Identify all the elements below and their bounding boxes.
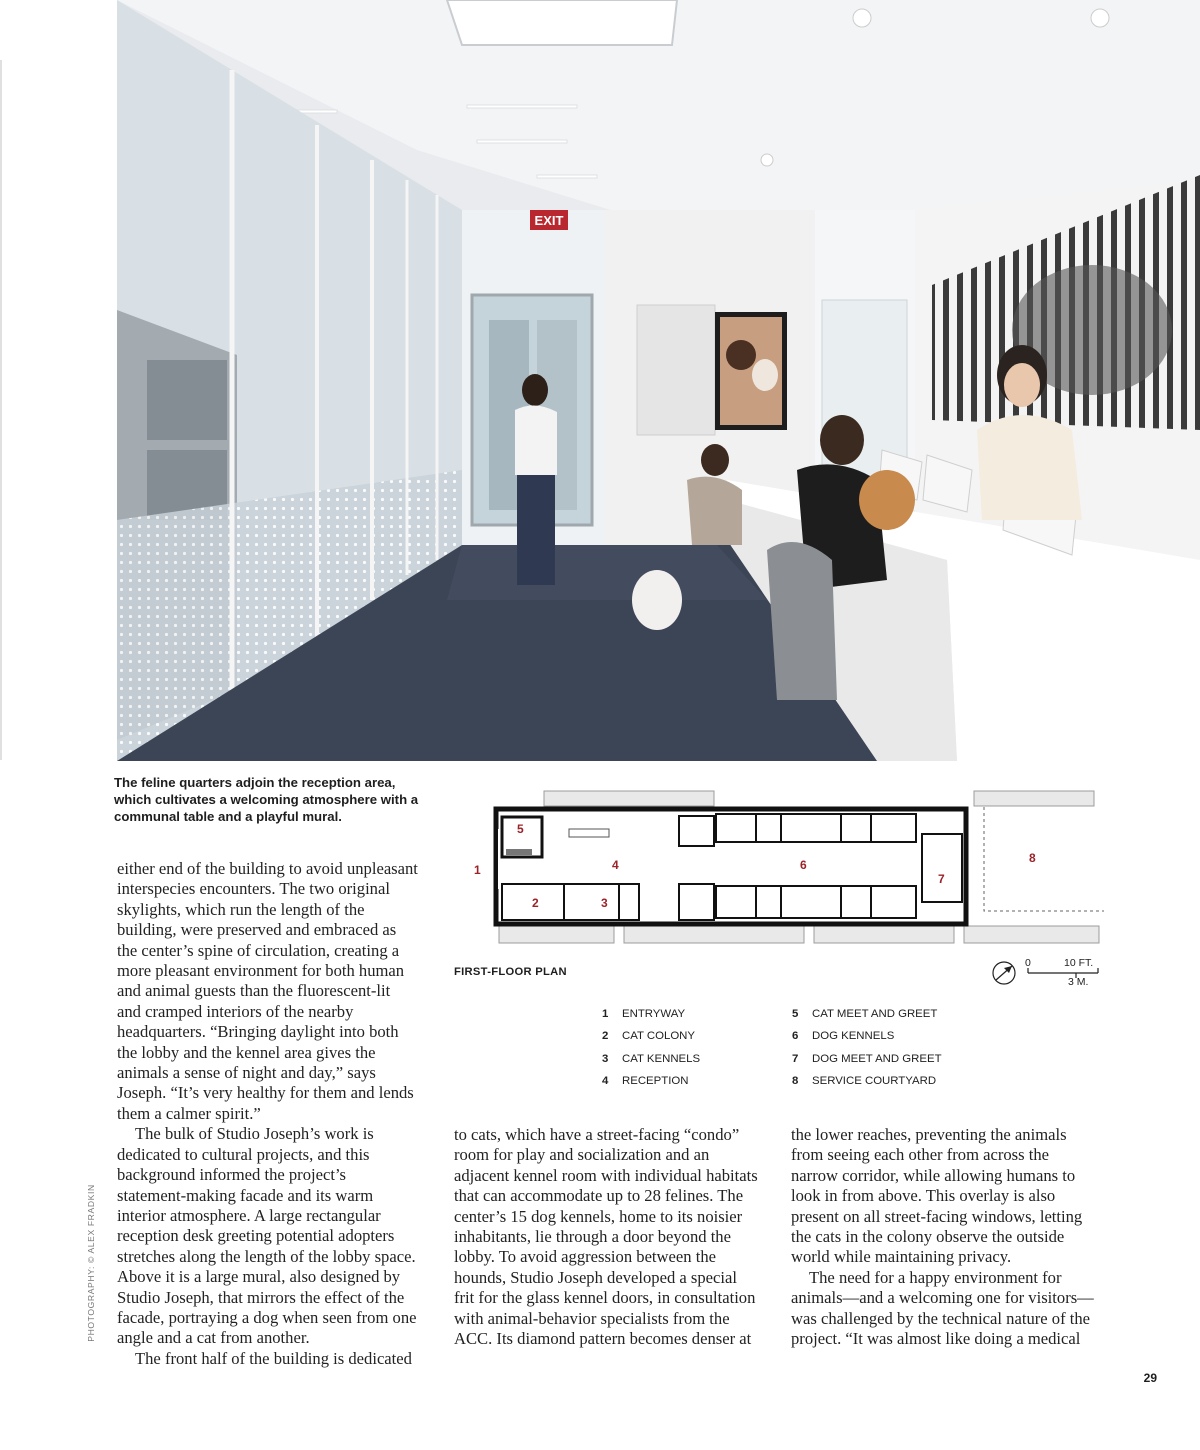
body-column-3 <box>791 1125 1096 1349</box>
page-number: 29 <box>1143 1371 1157 1385</box>
photo-credit: PHOTOGRAPHY: © ALEX FRADKIN <box>86 1184 96 1342</box>
plan-number: 5 <box>517 822 524 836</box>
scale-zero: 0 <box>1025 957 1031 969</box>
plan-legend <box>792 1008 942 1097</box>
legend-item: 8 SERVICE COURTYARD <box>792 1074 937 1087</box>
legend-item: 4 RECEPTION <box>602 1074 689 1087</box>
exit-sign-text: EXIT <box>534 213 564 228</box>
plan-number: 1 <box>474 863 481 877</box>
body-paragraph: the lower reaches, preventing the animals from seeing each other from across the narrow corridor, while allowing humans to look in from above. This overlay is also present on all street-facing windows, letting the cats in the colony observe the outside world while maintaining privacy. <box>791 1125 1083 1267</box>
plan-number: 3 <box>601 896 608 910</box>
plan-number: 6 <box>800 858 807 872</box>
first-floor-plan <box>454 789 1109 944</box>
plan-number: 4 <box>612 858 619 872</box>
plan-number: 2 <box>532 896 539 910</box>
legend-item: 5 CAT MEET AND GREET <box>792 1008 938 1020</box>
body-paragraph: to cats, which have a street-facing “condo” room for play and socialization and an adjacent kennel room with individual habitats that can accommodate up to 28 felines. The center’s 15 dog kennels, home to its noisier inhabitants, lie through a door beyond the lobby. To avoid aggression between the hounds, Studio Joseph developed a special frit for the glass kennel doors, in consultation with animal-behavior specialists from the ACC. Its diamond pattern becomes denser at <box>454 1125 758 1349</box>
scale-meters: 3 M. <box>1068 976 1089 988</box>
legend-item: 2 CAT COLONY <box>602 1030 695 1043</box>
legend-item: 1 ENTRYWAY <box>602 1008 686 1020</box>
photo-caption: The feline quarters adjoin the reception area, which cultivates a welcoming atmosphere with a communal table and a playful mural. <box>114 775 419 824</box>
margin-rule <box>0 60 2 760</box>
body-paragraph: either end of the building to avoid unpleasant interspecies encounters. The two original skylights, which run the length of the building, were preserved and embraced as the center’s spine of circulation, creating a more pleasant environment for both human and animal guests than the fluorescent-lit and cramped interiors of the nearby headquarters. “Bringing daylight into both the lobby and the kennel area gives the animals a sense of night and day,” says Joseph. “It’s very healthy for them and lends them a calmer spirit.” <box>117 859 418 1123</box>
plan-scale <box>990 956 1100 990</box>
body-column-2 <box>454 1125 760 1349</box>
scale-feet: 10 FT. <box>1064 957 1094 969</box>
plan-number: 8 <box>1029 851 1036 865</box>
legend-item: 7 DOG MEET AND GREET <box>792 1052 942 1065</box>
body-column-1 <box>117 859 418 1369</box>
body-paragraph: The front half of the building is dedicated <box>135 1348 412 1368</box>
plan-number: 7 <box>938 872 945 886</box>
legend-item: 6 DOG KENNELS <box>792 1030 895 1043</box>
body-paragraph: The bulk of Studio Joseph’s work is dedicated to cultural projects, and this background informed the project’s statement-making facade and its warm interior atmosphere. A large rectangular reception desk greeting potential adopters stretches along the length of the lobby space. Above it is a large mural, also designed by Studio Joseph, that mirrors the effect of the facade, portraying a dog when seen from one angle and a cat from another. <box>117 1124 417 1348</box>
body-paragraph: The need for a happy environment for animals—and a welcoming one for visitors—was challenged by the technical nature of the project. “It was almost like doing a medical <box>791 1267 1094 1349</box>
legend-item: 3 CAT KENNELS <box>602 1052 701 1065</box>
reception-photo <box>117 0 1200 761</box>
plan-legend <box>602 1008 700 1097</box>
plan-title: FIRST-FLOOR PLAN <box>454 966 567 978</box>
